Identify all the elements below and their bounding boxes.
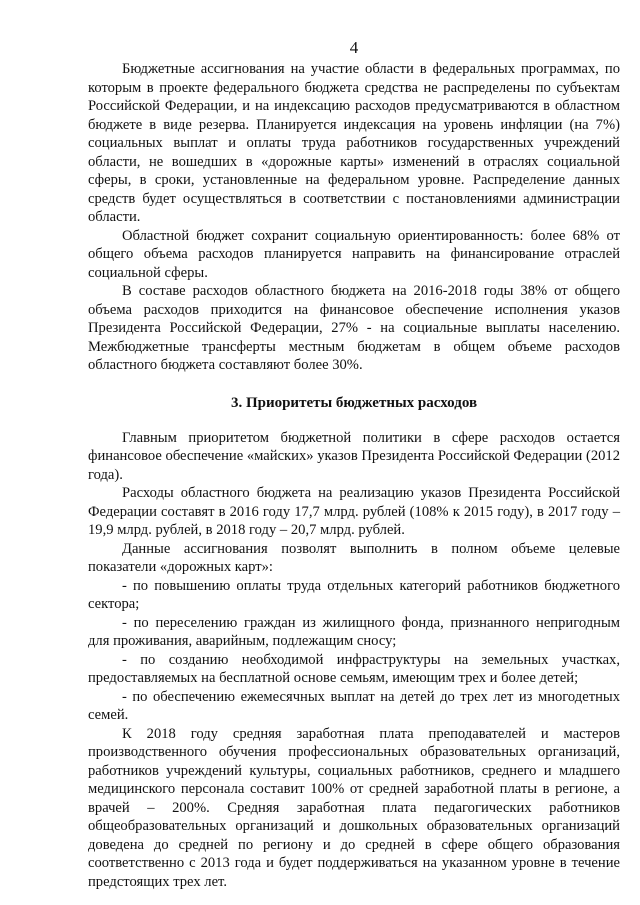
paragraph-decree-expenses: Расходы областного бюджета на реализацию указов Президента Российской Федерации составят в 2016 году 17,7 млрд. рублей (108% к 2015 году), в 2017 году – 19,9 млрд. рублей, в 2018 году – 20,7 млрд. рублей. <box>88 485 620 538</box>
paragraph-expenditure-structure: В составе расходов областного бюджета на 2016-2018 годы 38% от общего объема расходов приходится на финансовое обеспечение исполнения указов Президента Российской Федерации, 27% - на социальные выплаты населению. Межбюджетные трансферты местным бюджетам в общем объеме расходов областного бюджета составляют более 30%. <box>88 283 620 373</box>
list-item-resettlement: - по переселению граждан из жилищного фонда, признанного непригодным для проживания, аварийным, подлежащим сносу; <box>88 614 620 649</box>
list-item-wages: - по повышению оплаты труда отдельных категорий работников бюджетного сектора; <box>88 577 620 612</box>
section-heading: 3. Приоритеты бюджетных расходов <box>230 394 478 411</box>
page-number: 4 <box>349 38 359 57</box>
list-item-infrastructure: - по созданию необходимой инфраструктуры на земельных участках, предоставляемых на бесплатной основе семьям, имеющим трех и более детей; <box>88 651 620 686</box>
paragraph-social-orientation: Областной бюджет сохранит социальную ориентированность: более 68% от общего объема расходов планируется направить на финансирование отраслей социальной сферы. <box>88 227 620 281</box>
document-page <box>88 38 620 891</box>
paragraph-targets-intro: Данные ассигнования позволят выполнить в полном объеме целевые показатели «дорожных карт»: <box>88 540 620 575</box>
paragraph-salary-targets: К 2018 году средняя заработная плата преподавателей и мастеров производственного обучения профессиональных образовательных организаций, работников учреждений культуры, социальных работников, среднего и младшего медицинского персонала составит 100% от средней заработной платы в регионе, а врачей – 200%. Средняя заработная плата педагогических работников общеобразовательных организаций и дошкольных образовательных организаций доведена до средней по региону и до средней в сфере общего образования соответственно с 2013 года и будет поддерживаться на указанном уровне в течение предстоящих трех лет. <box>88 725 620 890</box>
paragraph-reserve: Бюджетные ассигнования на участие области в федеральных программах, по которым в проекте федерального бюджета средства не распределены по субъектам Российской Федерации, и на индексацию расходов предусматриваются в областном бюджете в виде резерва. Планируется индексация на уровень инфляции (на 7%) социальных выплат и оплаты труда работников государственных учреждений области, не вошедших в «дорожные карты» изменений в отраслях социальной сферы, в сроки, установленные на федеральном уровне. Распределение данных средств будет осуществляться в соответствии с постановлениями администрации области. <box>88 61 620 225</box>
list-item-child-payments: - по обеспечению ежемесячных выплат на детей до трех лет из многодетных семей. <box>88 688 620 723</box>
paragraph-main-priority: Главным приоритетом бюджетной политики в сфере расходов остается финансовое обеспечение «майских» указов Президента Российской Федерации (2012 года). <box>88 429 621 483</box>
